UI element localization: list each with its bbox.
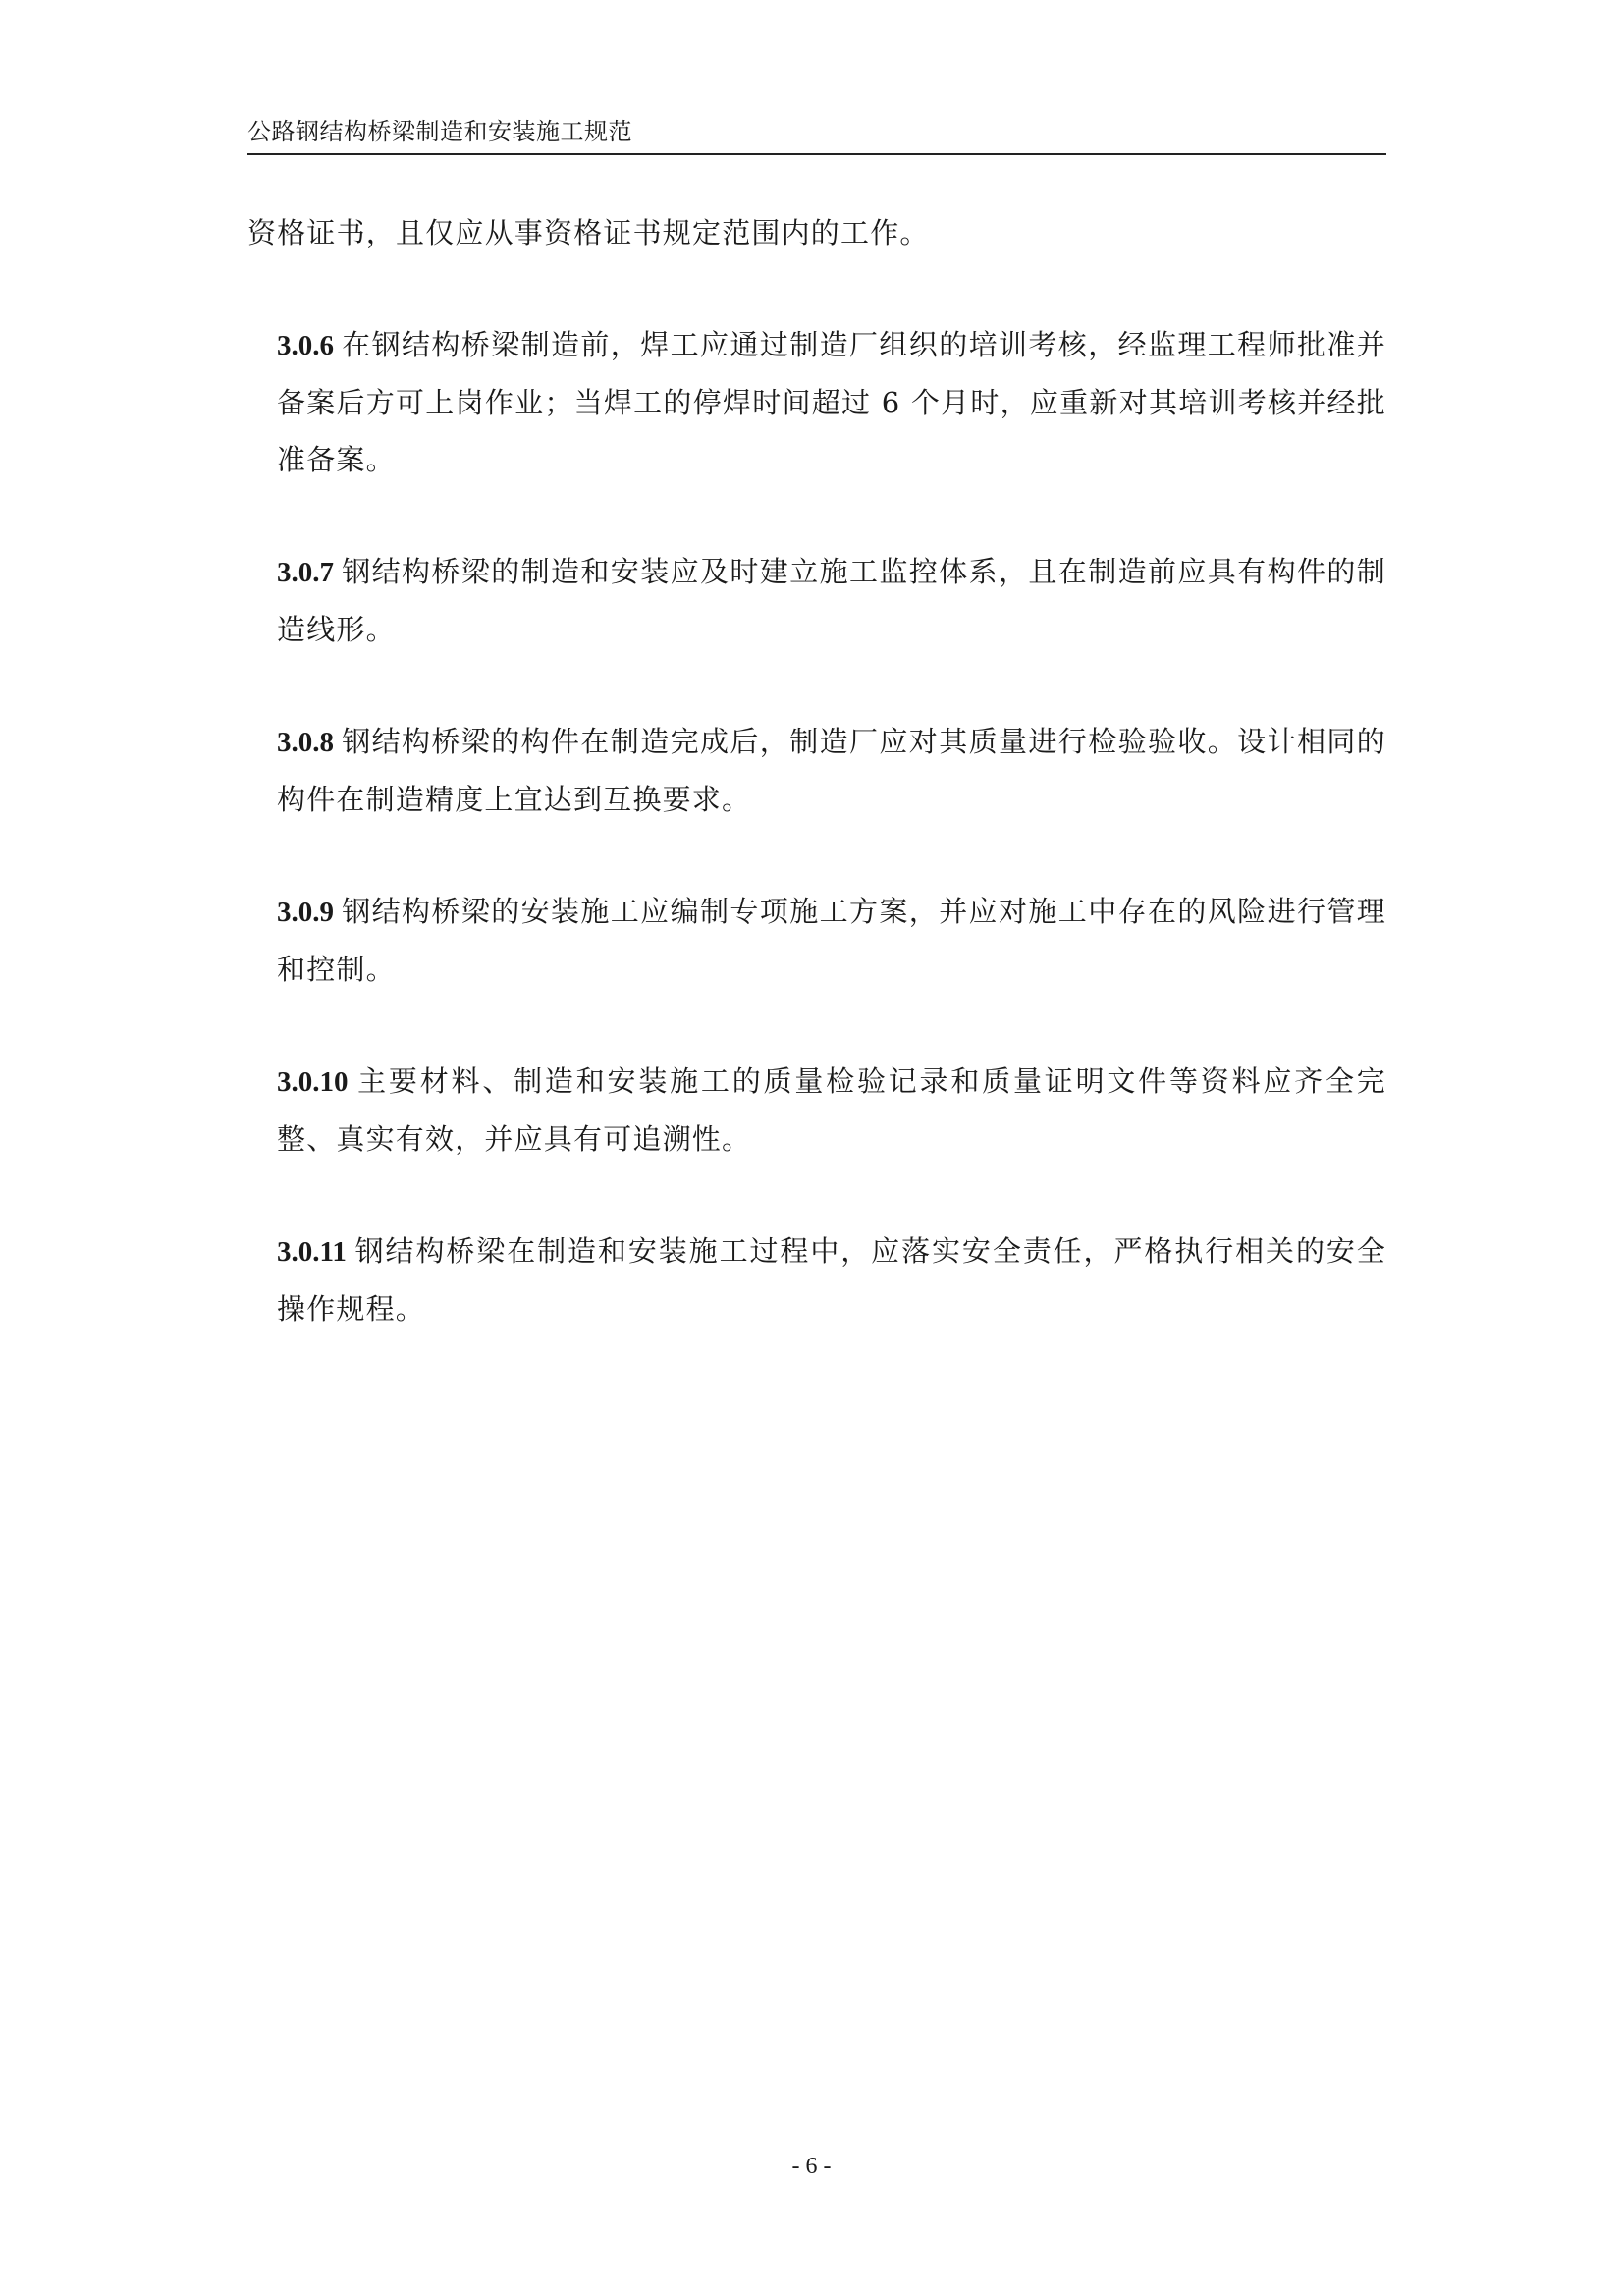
clause-text: 钢结构桥梁在制造和安装施工过程中，应落实安全责任，严格执行相关的安全操作规程。	[277, 1234, 1386, 1326]
page-number: - 6 -	[791, 2154, 832, 2179]
page-header	[247, 116, 1386, 155]
clause-number: 3.0.6	[277, 330, 334, 361]
clause-text: 主要材料、制造和安装施工的质量检验记录和质量证明文件等资料应齐全完整、真实有效，并应具有可追溯性。	[277, 1065, 1386, 1156]
clause-text: 钢结构桥梁的安装施工应编制专项施工方案，并应对施工中存在的风险进行管理和控制。	[277, 895, 1386, 986]
clause-3-0-8	[247, 713, 1386, 828]
clause-3-0-9	[247, 883, 1386, 998]
clause-number: 3.0.8	[277, 727, 334, 758]
page-body	[247, 204, 1386, 1393]
clause-number: 3.0.10	[277, 1066, 349, 1098]
clause-3-0-7	[247, 543, 1386, 658]
clause-number: 3.0.7	[277, 557, 334, 588]
continuation-paragraph: 资格证书，且仅应从事资格证书规定范围内的工作。	[247, 216, 930, 249]
clause-number: 3.0.9	[277, 897, 334, 928]
clause-3-0-10	[247, 1053, 1386, 1168]
clause-text: 钢结构桥梁的构件在制造完成后，制造厂应对其质量进行检验验收。设计相同的构件在制造精度上宜达到互换要求。	[277, 725, 1386, 816]
clause-3-0-6	[247, 316, 1386, 488]
clause-text: 在钢结构桥梁制造前，焊工应通过制造厂组织的培训考核，经监理工程师批准并备案后方可上岗作业；当焊工的停焊时间超过 6 个月时，应重新对其培训考核并经批准备案。	[277, 328, 1386, 476]
document-title: 公路钢结构桥梁制造和安装施工规范	[247, 118, 632, 145]
clause-text: 钢结构桥梁的制造和安装应及时建立施工监控体系，且在制造前应具有构件的制造线形。	[277, 555, 1386, 646]
clause-3-0-11	[247, 1223, 1386, 1338]
clause-number: 3.0.11	[277, 1236, 347, 1268]
